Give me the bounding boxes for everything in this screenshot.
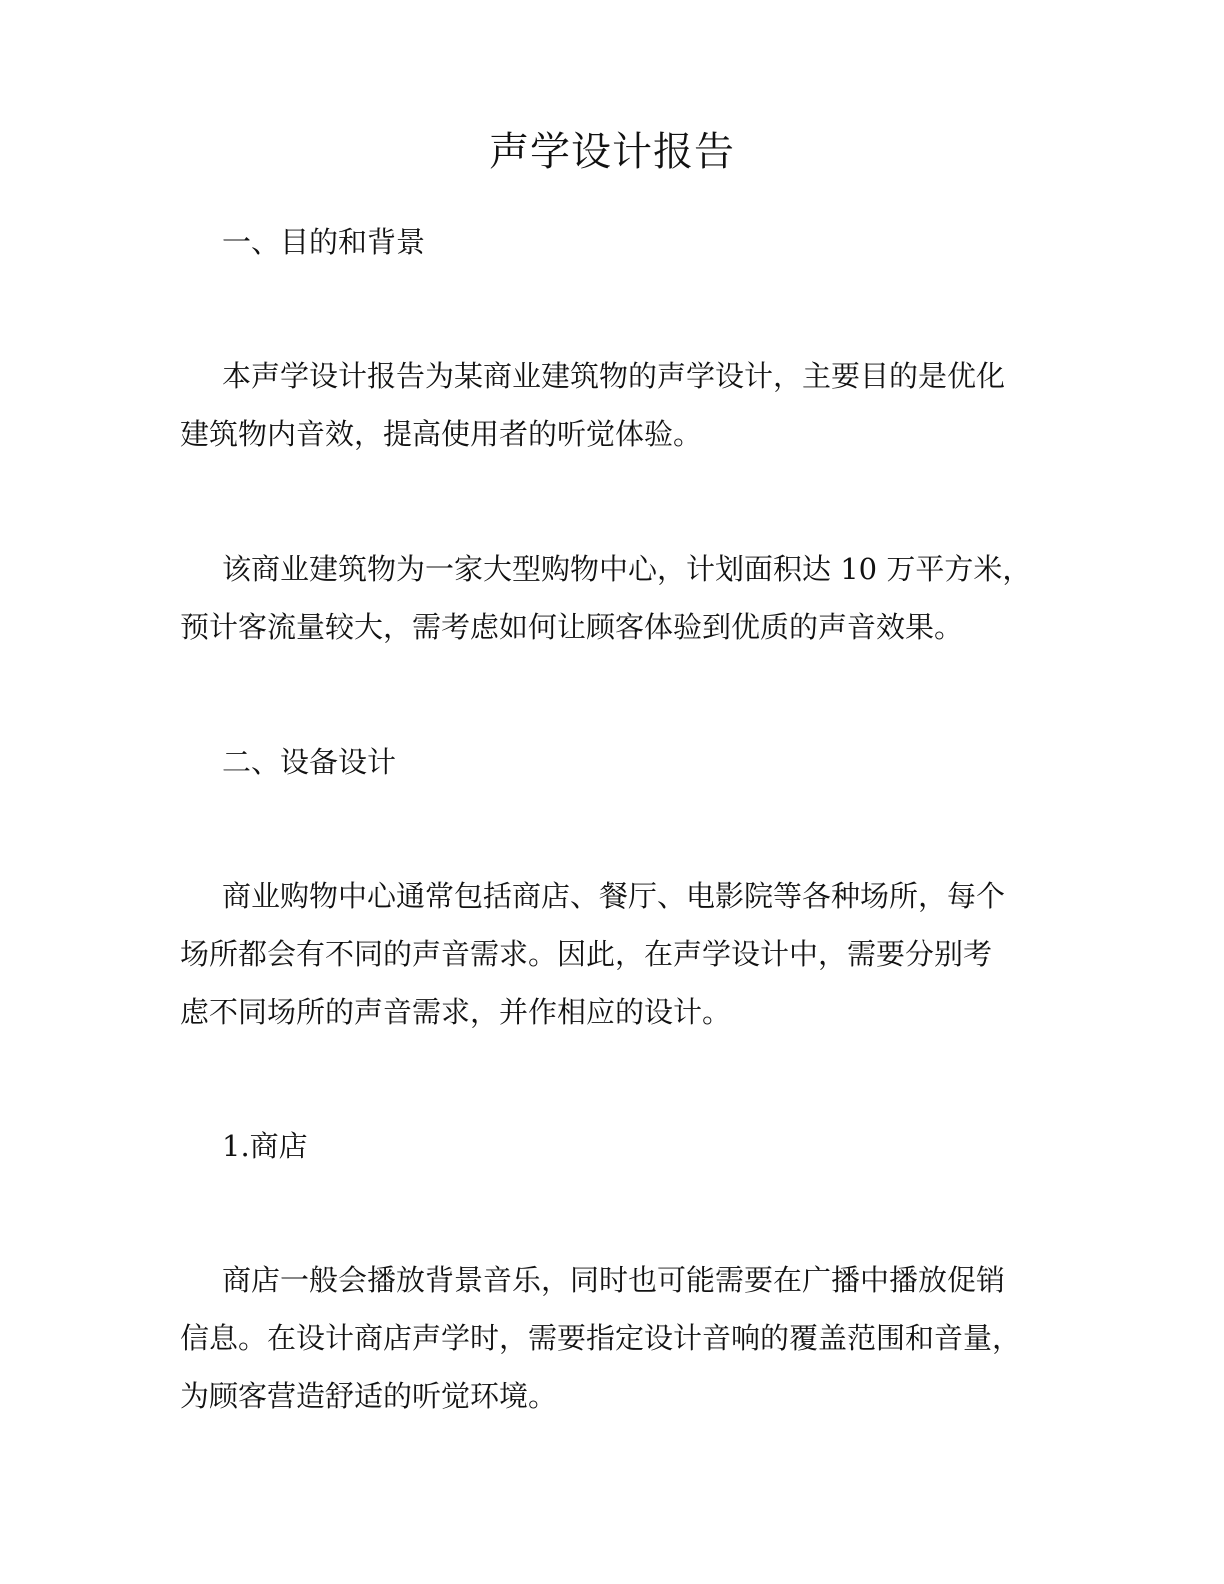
paragraph-purpose xyxy=(180,347,1060,463)
paragraph-line: 虑不同场所的声音需求，并作相应的设计。 xyxy=(180,995,732,1029)
paragraph-background xyxy=(180,540,1060,656)
paragraph-line: 场所都会有不同的声音需求。因此，在声学设计中，需要分别考 xyxy=(180,937,993,971)
paragraph-equipment xyxy=(180,867,1060,1041)
paragraph-line: 信息。在设计商店声学时，需要指定设计音响的覆盖范围和音量， xyxy=(180,1321,1022,1355)
section-heading-equipment: 二、设备设计 xyxy=(222,745,397,779)
paragraph-line: 本声学设计报告为某商业建筑物的声学设计，主要目的是优化 xyxy=(222,359,1006,393)
paragraph-line: 为顾客营造舒适的听觉环境。 xyxy=(180,1379,558,1413)
subsection-heading-store: 1.商店 xyxy=(222,1129,308,1163)
paragraph-store xyxy=(180,1251,1060,1425)
paragraph-line: 建筑物内音效，提高使用者的听觉体验。 xyxy=(180,417,703,451)
document-title: 声学设计报告 xyxy=(489,129,735,175)
section-heading-purpose: 一、目的和背景 xyxy=(222,225,426,259)
paragraph-line: 该商业建筑物为一家大型购物中心，计划面积达 10 万平方米， xyxy=(222,552,1032,586)
paragraph-line: 预计客流量较大，需考虑如何让顾客体验到优质的声音效果。 xyxy=(180,610,964,644)
paragraph-line: 商店一般会播放背景音乐，同时也可能需要在广播中播放促销 xyxy=(222,1263,1006,1297)
paragraph-line: 商业购物中心通常包括商店、餐厅、电影院等各种场所，每个 xyxy=(222,879,1006,913)
